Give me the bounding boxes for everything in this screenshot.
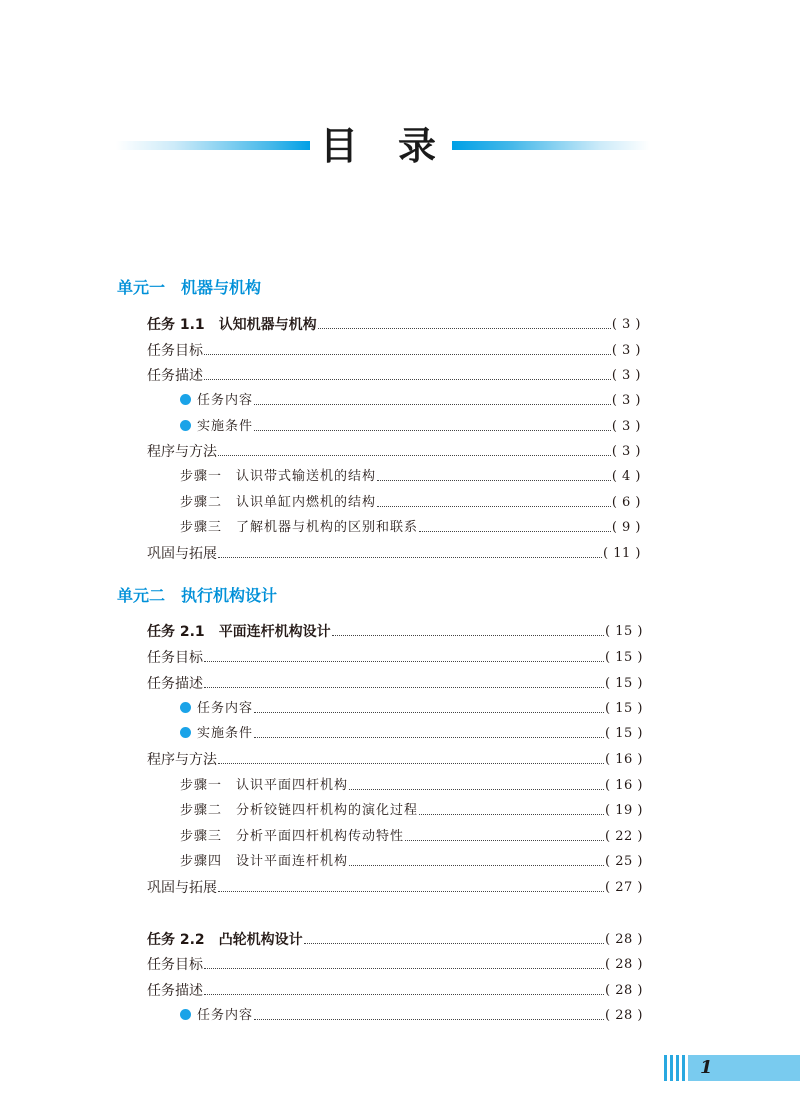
toc-entry-page: ( 3 ) — [611, 444, 641, 459]
title-bar-left — [116, 141, 310, 150]
toc-entry[interactable] — [180, 698, 643, 720]
toc-entry-code: 任务 1.1 — [147, 317, 205, 333]
page-title — [0, 126, 800, 166]
toc-entry-label — [180, 466, 376, 488]
toc-entry-text: 任务描述 — [147, 368, 203, 384]
toc-entry[interactable] — [147, 877, 643, 899]
dot-leader — [332, 635, 604, 636]
bullet-dot-icon — [180, 420, 191, 431]
toc-entry[interactable] — [180, 800, 643, 822]
toc-entry-label — [180, 800, 418, 822]
toc-entry-page: ( 22 ) — [605, 829, 643, 844]
dot-leader — [254, 430, 611, 431]
toc-entry-page: ( 3 ) — [611, 368, 641, 383]
toc-entry[interactable] — [180, 851, 643, 873]
toc-entry-label — [180, 1005, 253, 1027]
toc-entry-text: 巩固与拓展 — [147, 546, 217, 562]
unit-heading-1[interactable] — [117, 277, 261, 299]
toc-entry-page: ( 4 ) — [611, 469, 641, 484]
toc-entry-text: 任务描述 — [147, 983, 203, 999]
toc-entry-text: 任务描述 — [147, 676, 203, 692]
toc-entry-label — [147, 954, 203, 976]
toc-entry-label — [180, 698, 253, 720]
toc-entry[interactable] — [147, 980, 643, 1002]
toc-entry-text: 凸轮机构设计 — [218, 932, 303, 948]
toc-entry[interactable] — [147, 340, 641, 362]
unit-heading-2[interactable] — [117, 585, 277, 607]
toc-entry-page: ( 3 ) — [611, 419, 641, 434]
toc-entry-text: 任务内容 — [197, 1008, 254, 1023]
dot-leader — [218, 763, 604, 764]
toc-entry[interactable] — [180, 826, 643, 848]
toc-entry-code: 步骤四 — [180, 854, 223, 869]
toc-entry[interactable] — [147, 954, 643, 976]
toc-entry-page: ( 3 ) — [611, 343, 641, 358]
bullet-dot-icon — [180, 1009, 191, 1020]
toc-entry[interactable] — [147, 365, 641, 387]
toc-entry-label — [147, 673, 203, 695]
toc-entry[interactable] — [147, 647, 643, 669]
toc-entry-page: ( 25 ) — [605, 854, 643, 869]
toc-entry-label — [147, 980, 203, 1002]
dot-leader — [218, 557, 602, 558]
toc-entry-label — [147, 314, 317, 336]
toc-entry-code: 步骤三 — [180, 520, 223, 535]
toc-entry-page: ( 15 ) — [605, 676, 643, 691]
toc-task-entry[interactable] — [147, 621, 643, 643]
toc-entry-page: ( 27 ) — [605, 880, 643, 895]
toc-entry-code: 步骤二 — [180, 495, 223, 510]
toc-entry-code: 任务 2.1 — [147, 624, 205, 640]
toc-entry[interactable] — [180, 775, 643, 797]
toc-entry-page: ( 15 ) — [605, 624, 643, 639]
toc-entry-text: 任务内容 — [197, 393, 254, 408]
bullet-dot-icon — [180, 394, 191, 405]
toc-entry-label — [180, 492, 376, 514]
toc-entry-text: 程序与方法 — [147, 752, 217, 768]
toc-entry-text: 任务目标 — [147, 957, 203, 973]
toc-entry-page: ( 28 ) — [605, 1008, 643, 1023]
toc-entry-text: 程序与方法 — [147, 444, 217, 460]
dot-leader — [405, 840, 604, 841]
toc-entry[interactable] — [147, 749, 643, 771]
toc-entry-label — [147, 340, 203, 362]
page-footer — [0, 1055, 800, 1081]
toc-entry-text: 实施条件 — [197, 726, 254, 741]
toc-entry-page: ( 3 ) — [611, 317, 641, 332]
toc-entry[interactable] — [180, 517, 641, 539]
toc-entry-page: ( 15 ) — [605, 701, 643, 716]
toc-entry-label — [147, 749, 217, 771]
toc-entry-page: ( 9 ) — [611, 520, 641, 535]
bullet-dot-icon — [180, 727, 191, 738]
toc-entry-label — [147, 543, 217, 565]
toc-entry-page: ( 16 ) — [605, 752, 643, 767]
bullet-dot-icon — [180, 702, 191, 713]
toc-entry-label — [147, 621, 331, 643]
toc-entry-code: 步骤一 — [180, 469, 223, 484]
toc-entry[interactable] — [180, 390, 641, 412]
toc-entry-label — [147, 647, 203, 669]
unit-number: 单元二 — [117, 586, 166, 605]
toc-entry-text: 认知机器与机构 — [218, 317, 317, 333]
toc-entry-text: 平面连杆机构设计 — [218, 624, 331, 640]
title-char-1: 目 — [320, 124, 359, 168]
dot-leader — [204, 687, 604, 688]
toc-entry-text: 巩固与拓展 — [147, 880, 217, 896]
toc-entry-code: 步骤二 — [180, 803, 223, 818]
toc-entry-text: 认识单缸内燃机的结构 — [236, 495, 377, 510]
dot-leader — [377, 506, 611, 507]
dot-leader — [204, 354, 611, 355]
toc-entry-page: ( 16 ) — [605, 778, 643, 793]
toc-entry-text: 任务目标 — [147, 343, 203, 359]
toc-entry[interactable] — [180, 466, 641, 488]
dot-leader — [419, 531, 611, 532]
toc-entry-label — [147, 365, 203, 387]
footer-stripe — [682, 1055, 685, 1081]
toc-entry-label — [147, 441, 217, 463]
dot-leader — [349, 865, 604, 866]
toc-entry-label — [180, 826, 404, 848]
toc-entry-text: 认识带式输送机的结构 — [236, 469, 377, 484]
toc-entry-text: 设计平面连杆机构 — [236, 854, 349, 869]
toc-entry-label — [180, 390, 253, 412]
toc-entry-page: ( 15 ) — [605, 726, 643, 741]
toc-entry-code: 步骤三 — [180, 829, 223, 844]
dot-leader — [419, 814, 604, 815]
toc-entry-text: 分析铰链四杆机构的演化过程 — [236, 803, 419, 818]
dot-leader — [218, 455, 611, 456]
toc-entry[interactable] — [180, 723, 643, 745]
dot-leader — [254, 404, 611, 405]
toc-entry-label — [180, 517, 418, 539]
toc-entry-page: ( 6 ) — [611, 495, 641, 510]
footer-stripe — [670, 1055, 673, 1081]
dot-leader — [318, 328, 611, 329]
toc-entry-code: 步骤一 — [180, 778, 223, 793]
unit-name: 机器与机构 — [181, 278, 262, 297]
toc-entry-page: ( 3 ) — [611, 393, 641, 408]
page-number: 1 — [700, 1057, 713, 1078]
dot-leader — [218, 891, 604, 892]
dot-leader — [254, 737, 604, 738]
dot-leader — [254, 712, 604, 713]
toc-entry[interactable] — [180, 492, 641, 514]
toc-entry-code: 任务 2.2 — [147, 932, 205, 948]
toc-entry-page: ( 15 ) — [605, 650, 643, 665]
toc-entry-label — [147, 929, 303, 951]
toc-entry-page: ( 28 ) — [605, 983, 643, 998]
toc-entry[interactable] — [147, 543, 641, 565]
dot-leader — [204, 379, 611, 380]
dot-leader — [377, 480, 611, 481]
toc-entry-text: 了解机器与机构的区别和联系 — [236, 520, 419, 535]
dot-leader — [349, 789, 604, 790]
toc-entry-page: ( 11 ) — [603, 546, 641, 561]
toc-entry-label — [147, 877, 217, 899]
dot-leader — [204, 661, 604, 662]
unit-name: 执行机构设计 — [181, 586, 278, 605]
toc-entry[interactable] — [147, 673, 643, 695]
title-char-2: 录 — [398, 124, 437, 168]
toc-entry-page: ( 19 ) — [605, 803, 643, 818]
toc-entry[interactable] — [180, 416, 641, 438]
dot-leader — [304, 943, 604, 944]
toc-entry-text: 实施条件 — [197, 419, 254, 434]
toc-entry-page: ( 28 ) — [605, 957, 643, 972]
toc-entry-text: 分析平面四杆机构传动特性 — [236, 829, 405, 844]
footer-stripe — [676, 1055, 679, 1081]
toc-entry-label — [180, 723, 253, 745]
toc-task-entry[interactable] — [147, 314, 641, 336]
dot-leader — [254, 1019, 604, 1020]
dot-leader — [204, 994, 604, 995]
toc-entry-label — [180, 775, 348, 797]
dot-leader — [204, 968, 604, 969]
toc-entry-label — [180, 416, 253, 438]
unit-number: 单元一 — [117, 278, 166, 297]
toc-entry[interactable] — [147, 441, 641, 463]
toc-entry-text: 任务目标 — [147, 650, 203, 666]
toc-entry-page: ( 28 ) — [605, 932, 643, 947]
toc-entry-text: 认识平面四杆机构 — [236, 778, 349, 793]
toc-task-entry[interactable] — [147, 929, 643, 951]
footer-stripe — [664, 1055, 667, 1081]
toc-entry-label — [180, 851, 348, 873]
title-bar-right — [452, 141, 650, 150]
toc-entry-text: 任务内容 — [197, 701, 254, 716]
toc-entry[interactable] — [180, 1005, 643, 1027]
